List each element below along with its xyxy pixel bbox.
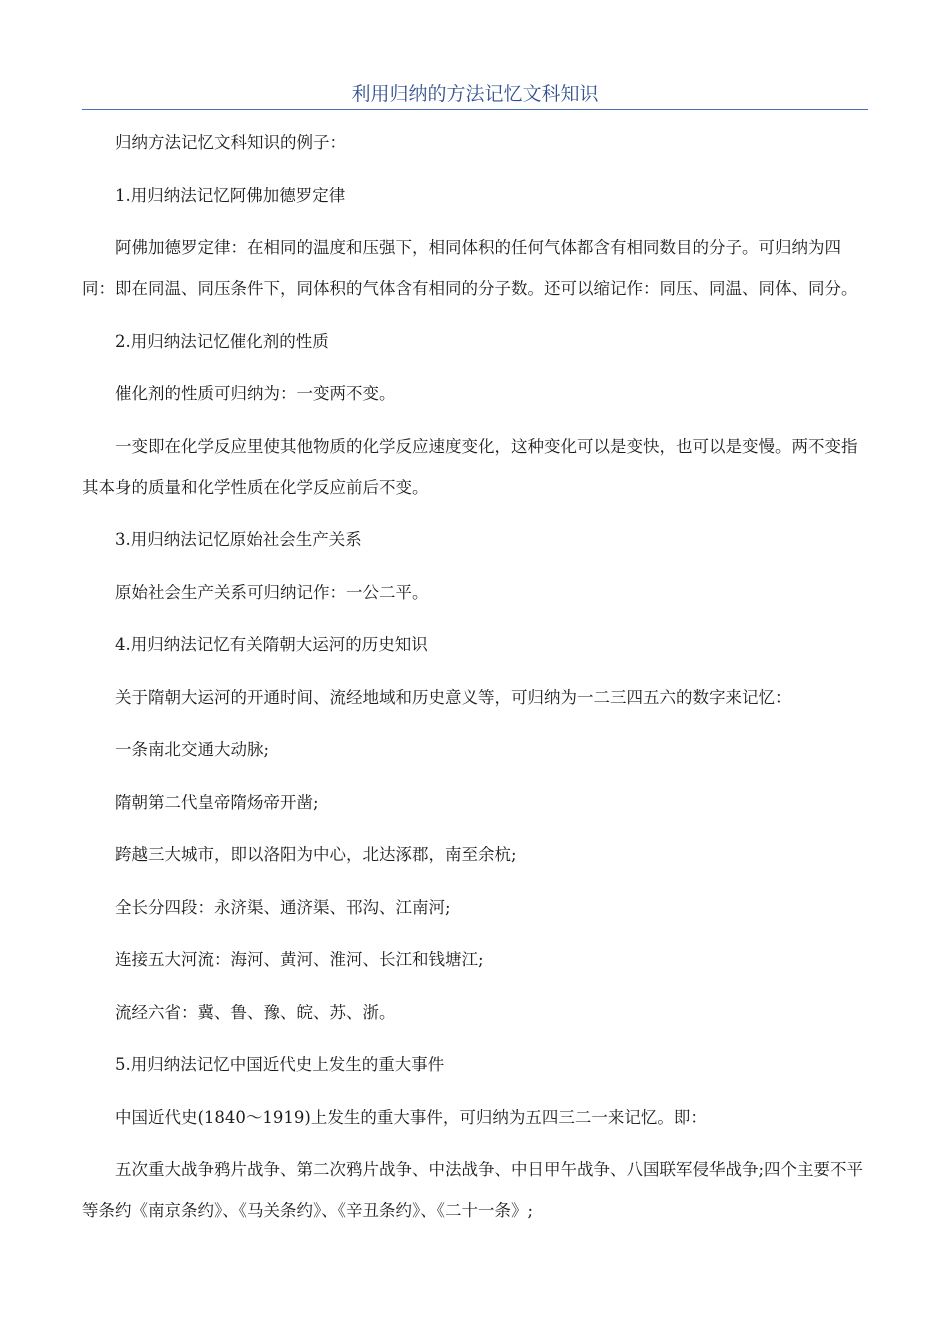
paragraph-intro: 归纳方法记忆文科知识的例子： (115, 133, 346, 152)
header-divider (82, 109, 868, 110)
list-item: 一条南北交通大动脉; (115, 740, 270, 759)
paragraph: 催化剂的性质可归纳为：一变两不变。 (115, 384, 396, 403)
section-heading-3: 3.用归纳法记忆原始社会生产关系 (115, 530, 362, 549)
list-item: 连接五大河流：海河、黄河、淮河、长江和钱塘江; (115, 950, 484, 969)
paragraph: 原始社会生产关系可归纳记作：一公二平。 (115, 582, 429, 602)
paragraph: 一变即在化学反应里使其他物质的化学反应速度变化，这种变化可以是变快，也可以是变慢。两不变指其本身的质量和化学性质在化学反应前后不变。 (82, 436, 858, 497)
section-heading-2: 2.用归纳法记忆催化剂的性质 (115, 331, 329, 351)
paragraph: 中国近代史(1840～1919)上发生的重大事件，可归纳为五四三二一来记忆。即： (115, 1107, 707, 1127)
paragraph: 五次重大战争鸦片战争、第二次鸦片战争、中法战争、中日甲午战争、八国联军侵华战争;四个主要不平等条约《南京条约》、《马关条约》、《辛丑条约》、《二十一条》; (82, 1160, 864, 1220)
list-item: 跨越三大城市，即以洛阳为中心，北达涿郡，南至余杭; (115, 845, 517, 864)
paragraph: 关于隋朝大运河的开通时间、流经地域和历史意义等，可归纳为一二三四五六的数字来记忆： (115, 687, 792, 707)
section-heading-1: 1.用归纳法记忆阿佛加德罗定律 (115, 185, 346, 205)
paragraph: 阿佛加德罗定律：在相同的温度和压强下，相同体积的任何气体都含有相同数目的分子。可归纳为四同：即在同温、同压条件下，同体积的气体含有相同的分子数。还可以缩记作：同压、同温、同体、同分。 (82, 238, 858, 298)
list-item: 流经六省：冀、鲁、豫、皖、苏、浙。 (115, 1002, 396, 1022)
document-body (82, 122, 868, 1243)
section-heading-4: 4.用归纳法记忆有关隋朝大运河的历史知识 (115, 635, 428, 654)
list-item: 隋朝第二代皇帝隋炀帝开凿; (115, 792, 319, 812)
list-item: 全长分四段：永济渠、通济渠、邗沟、江南河; (115, 897, 451, 917)
page-title: 利用归纳的方法记忆文科知识 (351, 83, 599, 105)
section-heading-5: 5.用归纳法记忆中国近代史上发生的重大事件 (115, 1055, 445, 1074)
